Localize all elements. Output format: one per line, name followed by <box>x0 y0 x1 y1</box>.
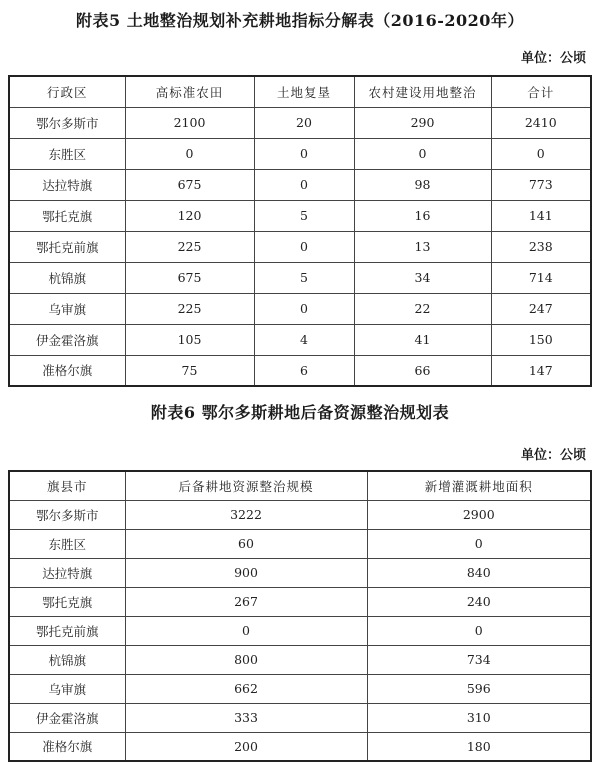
table6-cell: 3222 <box>125 500 367 529</box>
table5-cell: 4 <box>254 324 354 355</box>
table5-cell: 0 <box>125 138 254 169</box>
table6-cell: 840 <box>367 558 591 587</box>
table5-cell: 0 <box>254 293 354 324</box>
table6-cell: 0 <box>367 616 591 645</box>
table5-cell: 98 <box>354 169 491 200</box>
table6-row <box>9 645 591 674</box>
table5-cell: 120 <box>125 200 254 231</box>
table5-cell: 66 <box>354 355 491 386</box>
table6-row <box>9 616 591 645</box>
table6-row <box>9 500 591 529</box>
table6-cell: 596 <box>367 674 591 703</box>
table6-row <box>9 558 591 587</box>
table6-cell: 伊金霍洛旗 <box>9 703 125 732</box>
table5-cell: 5 <box>254 200 354 231</box>
table5-cell: 0 <box>354 138 491 169</box>
table5-cell: 准格尔旗 <box>9 355 125 386</box>
table6-header-cell: 后备耕地资源整治规模 <box>125 471 367 500</box>
table5-header-cell: 合计 <box>491 76 591 107</box>
table6-cell: 200 <box>125 732 367 761</box>
table5-cell: 150 <box>491 324 591 355</box>
table6-row <box>9 732 591 761</box>
table5-cell: 225 <box>125 231 254 262</box>
table5-cell: 2410 <box>491 107 591 138</box>
table5-cell: 20 <box>254 107 354 138</box>
table5-row <box>9 262 591 293</box>
table5-cell: 0 <box>254 138 354 169</box>
table6-cell: 60 <box>125 529 367 558</box>
table6-cell: 乌审旗 <box>9 674 125 703</box>
table5-cell: 5 <box>254 262 354 293</box>
table5-cell: 0 <box>254 231 354 262</box>
table6-cell: 180 <box>367 732 591 761</box>
table5-row <box>9 293 591 324</box>
table5-row <box>9 324 591 355</box>
table6-cell: 杭锦旗 <box>9 645 125 674</box>
table5-cell: 714 <box>491 262 591 293</box>
table5-cell: 105 <box>125 324 254 355</box>
table5-cell: 鄂托克前旗 <box>9 231 125 262</box>
table5-row <box>9 107 591 138</box>
table5 <box>8 75 592 387</box>
table5-cell: 225 <box>125 293 254 324</box>
table5-cell: 0 <box>254 169 354 200</box>
table5-row <box>9 200 591 231</box>
table6 <box>8 470 592 762</box>
table5-cell: 东胜区 <box>9 138 125 169</box>
table5-cell: 147 <box>491 355 591 386</box>
table6-cell: 2900 <box>367 500 591 529</box>
table5-header-cell: 农村建设用地整治 <box>354 76 491 107</box>
table6-header-cell: 旗县市 <box>9 471 125 500</box>
table5-cell: 773 <box>491 169 591 200</box>
table5-cell: 247 <box>491 293 591 324</box>
table5-cell: 290 <box>354 107 491 138</box>
table6-row <box>9 529 591 558</box>
table5-cell: 13 <box>354 231 491 262</box>
table6-cell: 310 <box>367 703 591 732</box>
table6-cell: 鄂尔多斯市 <box>9 500 125 529</box>
table6-cell: 鄂托克旗 <box>9 587 125 616</box>
table5-header-cell: 土地复垦 <box>254 76 354 107</box>
table5-row <box>9 169 591 200</box>
table5-cell: 6 <box>254 355 354 386</box>
table5-header-row <box>9 76 591 107</box>
table5-cell: 杭锦旗 <box>9 262 125 293</box>
table6-cell: 333 <box>125 703 367 732</box>
table5-cell: 238 <box>491 231 591 262</box>
table5-row <box>9 231 591 262</box>
table5-cell: 34 <box>354 262 491 293</box>
table5-header-cell: 行政区 <box>9 76 125 107</box>
table6-header-cell: 新增灌溉耕地面积 <box>367 471 591 500</box>
table6-cell: 662 <box>125 674 367 703</box>
table6-row <box>9 674 591 703</box>
table6-title: 附表6 鄂尔多斯耕地后备资源整治规划表 <box>150 403 450 422</box>
table5-cell: 伊金霍洛旗 <box>9 324 125 355</box>
table5-cell: 675 <box>125 169 254 200</box>
table5-row <box>9 355 591 386</box>
table5-cell: 达拉特旗 <box>9 169 125 200</box>
table5-cell: 675 <box>125 262 254 293</box>
table5-header-cell: 高标准农田 <box>125 76 254 107</box>
table6-row <box>9 703 591 732</box>
table6-cell: 达拉特旗 <box>9 558 125 587</box>
table5-cell: 乌审旗 <box>9 293 125 324</box>
table6-cell: 267 <box>125 587 367 616</box>
table6-header-row <box>9 471 591 500</box>
table6-row <box>9 587 591 616</box>
table6-cell: 0 <box>367 529 591 558</box>
table5-cell: 141 <box>491 200 591 231</box>
table5-unit-label: 单位：公顷 <box>520 51 586 66</box>
table6-cell: 900 <box>125 558 367 587</box>
table5-cell: 鄂尔多斯市 <box>9 107 125 138</box>
table6-cell: 鄂托克前旗 <box>9 616 125 645</box>
table6-unit-label: 单位：公顷 <box>520 448 586 463</box>
table6-cell: 734 <box>367 645 591 674</box>
table5-cell: 22 <box>354 293 491 324</box>
table5-cell: 75 <box>125 355 254 386</box>
table5-cell: 41 <box>354 324 491 355</box>
table6-cell: 800 <box>125 645 367 674</box>
table5-cell: 2100 <box>125 107 254 138</box>
table6-cell: 准格尔旗 <box>9 732 125 761</box>
table5-cell: 鄂托克旗 <box>9 200 125 231</box>
table5-cell: 16 <box>354 200 491 231</box>
table5-row <box>9 138 591 169</box>
table5-cell: 0 <box>491 138 591 169</box>
table6-cell: 东胜区 <box>9 529 125 558</box>
table6-cell: 240 <box>367 587 591 616</box>
table5-title: 附表5 土地整治规划补充耕地指标分解表（2016-2020年） <box>76 11 524 30</box>
table6-cell: 0 <box>125 616 367 645</box>
